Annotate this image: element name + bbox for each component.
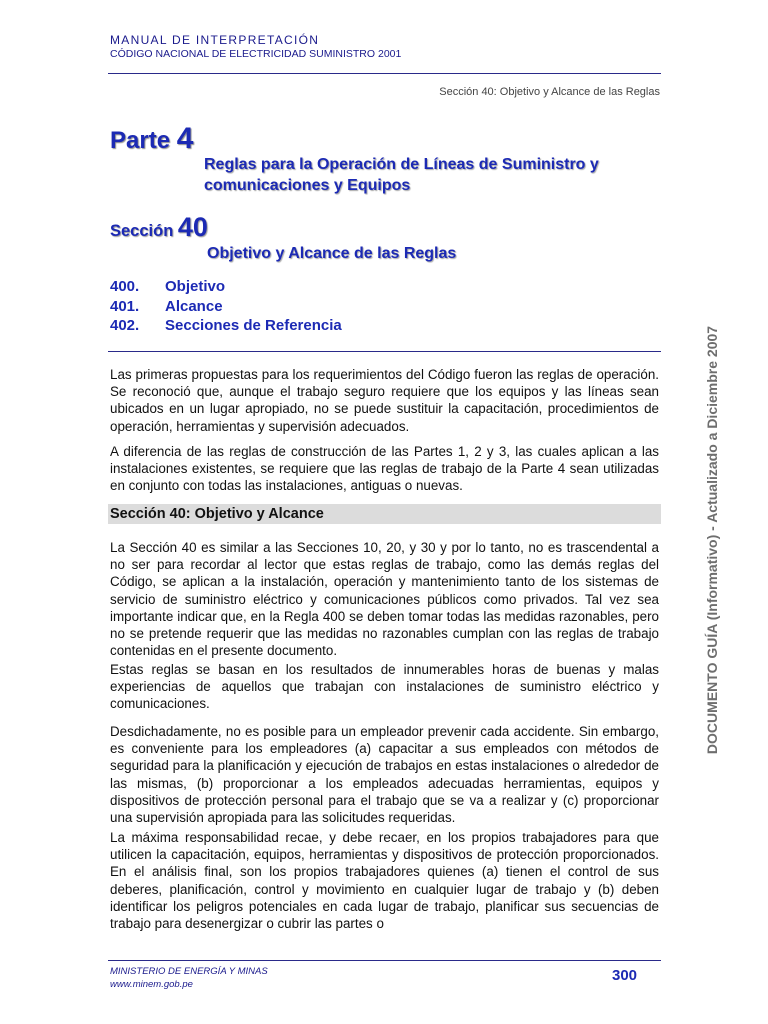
- toc-item-label: Objetivo: [165, 278, 226, 295]
- subheading: Sección 40: Objetivo y Alcance: [110, 506, 324, 522]
- section-number: 40: [177, 212, 208, 242]
- toc-item-label: Alcance: [165, 297, 223, 315]
- section-title: Objetivo y Alcance de las Reglas: [207, 245, 457, 262]
- toc-item: [110, 298, 342, 318]
- toc-item: [110, 278, 342, 298]
- header-divider: [108, 73, 661, 74]
- toc-item-number: 401.: [110, 297, 140, 315]
- footer-url: www.minem.gob.pe: [110, 979, 193, 990]
- paragraph-1: Las primeras propuestas para los requerimientos del Código fueron las reglas de operación. Se reconoció que, aunque el trabajo seguro requiere que los equipos y las líneas sean ubicados en un lugar apropiado, no se puede sustituir la capacitación, procedimientos de operación, herramientas y supervisión adecuados.: [110, 367, 659, 434]
- toc-item-label: Secciones de Referencia: [165, 317, 342, 334]
- header-code-title: CÓDIGO NACIONAL DE ELECTRICIDAD SUMINISTRO 2001: [110, 48, 402, 60]
- paragraph-4: Estas reglas se basan en los resultados de innumerables horas de buenas y malas experiencias de aquellos que trabajan con instalaciones de suministro eléctrico y comunicaciones.: [110, 662, 659, 712]
- footer-ministry: MINISTERIO DE ENERGÍA Y MINAS: [110, 966, 268, 977]
- page-number: 300: [612, 967, 638, 984]
- part-word: Parte: [110, 127, 171, 154]
- section-word: Sección: [110, 222, 174, 240]
- paragraph-5: Desdichadamente, no es posible para un empleador prevenir cada accidente. Sin embargo, es conveniente para los empleadores (a) capacitar a sus empleados con métodos de seguridad para la planificación y ejecución de trabajos en estas instalaciones o alrededor de las mismas, (b) proporcionar a los empleados adecuadas herramientas, equipos y dispositivos de protección personal para el trabajo que se va a realizar y (c) proporcionar una supervisión apropiada para las solicitudes requeridas.: [110, 724, 659, 826]
- paragraph-6: La máxima responsabilidad recae, y debe recaer, en los propios trabajadores para que utilicen la capacitación, equipos, herramientas y dispositivos de protección proporcionados. En el análisis final, son los propios trabajadores quienes (a) tienen el control de sus deberes, planificación, control y movimiento en cualquier lugar de trabajo y (b) deben identificar los peligros potenciales en cada lugar de trabajo, planificar sus secuencias de trabajo para desenergizar o cubrir las partes o: [110, 830, 659, 932]
- section-heading: [110, 212, 208, 243]
- paragraph-3: La Sección 40 es similar a las Secciones 10, 20, y 30 y por lo tanto, no es trascendental a no ser para recordar al lector que estas reglas de trabajo, como las demás reglas del Código, se aplican a la instalación, operación y mantenimiento tanto de los sistemas de servicio de suministro eléctrico y comunicaciones públicos como privados. Tal vez sea importante indicar que, en la Regla 400 se deben tomar todas las medidas razonables, pero no se pretende requerir que las medidas no razonables cumplan con las reglas de trabajo contenidas en el presente documento.: [110, 540, 659, 659]
- toc-item-number: 400.: [110, 278, 140, 295]
- vertical-sidebar: [696, 225, 728, 855]
- header-section-reference: Sección 40: Objetivo y Alcance de las Reglas: [439, 86, 660, 98]
- part-title: Reglas para la Operación de Líneas de Suministro y comunicaciones y Equipos: [204, 156, 599, 194]
- toc-item-number: 402.: [110, 317, 140, 334]
- part-heading: [110, 122, 193, 156]
- header-manual-title: MANUAL DE INTERPRETACIÓN: [110, 33, 320, 47]
- table-of-contents: [110, 278, 342, 337]
- paragraph-2: A diferencia de las reglas de construcción de las Partes 1, 2 y 3, las cuales aplican a las instalaciones existentes, se requiere que las reglas de trabajo de la Parte 4 sean utilizadas en conjunto con todas las instalaciones, antiguas o nuevas.: [110, 444, 659, 494]
- footer-divider: [108, 960, 661, 961]
- sidebar-label: DOCUMENTO GUÍA (Informativo) - Actualizado a Diciembre 2007: [704, 325, 720, 755]
- part-number: 4: [176, 122, 194, 155]
- content-divider: [108, 351, 661, 352]
- toc-item: [110, 317, 342, 337]
